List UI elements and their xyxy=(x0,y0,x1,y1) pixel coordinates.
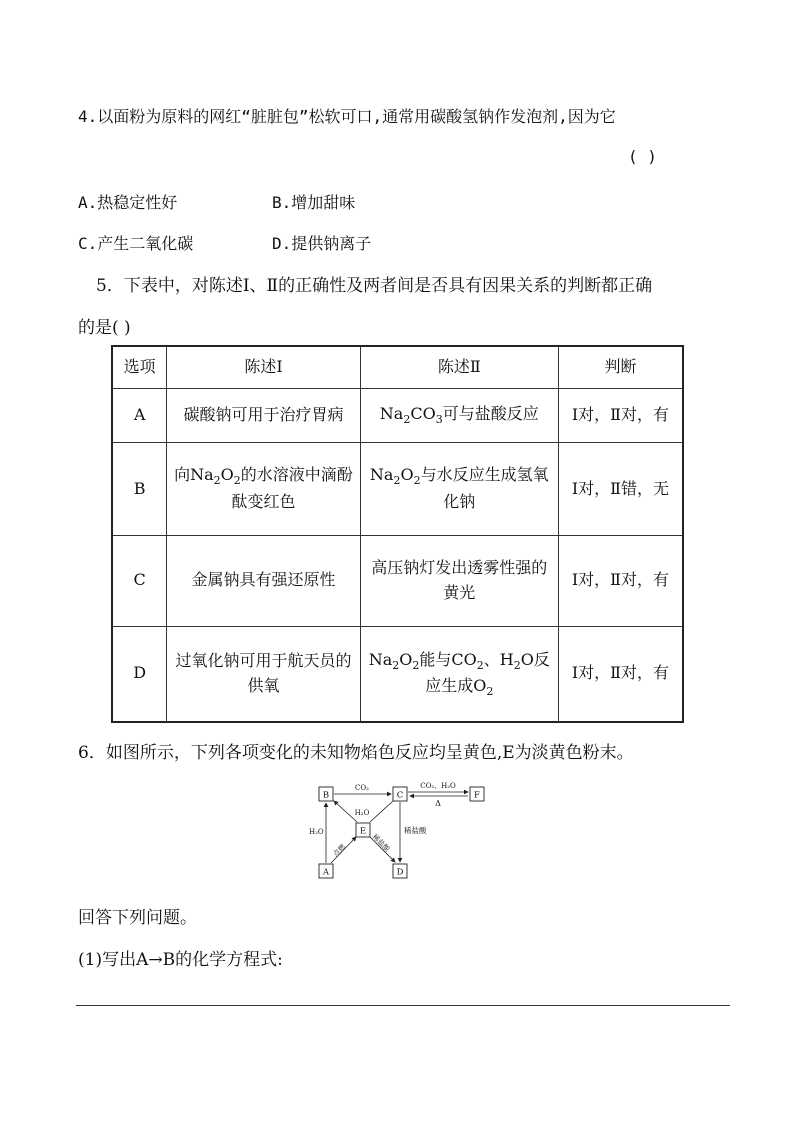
header-statement-1: 陈述Ⅰ xyxy=(167,346,360,388)
header-statement-2: 陈述Ⅱ xyxy=(360,346,558,388)
q4-answer-blank: ( ) xyxy=(628,147,657,166)
row-statement-1: 碳酸钠可用于治疗胃病 xyxy=(167,388,360,443)
q5-stem-line2: 的是( ) xyxy=(78,318,131,338)
row-statement-1: 向$Na_2O_2$的水溶液中滴酚酞变红色 xyxy=(167,443,360,536)
row-statement-2: $Na_2CO_3$可与盐酸反应 xyxy=(360,388,558,443)
label-c-to-d: 稀盐酸 xyxy=(404,826,427,835)
q6-reaction-diagram xyxy=(300,775,500,885)
row-option: A xyxy=(112,388,167,443)
q4-option-b: B.增加甜味 xyxy=(272,193,356,212)
q4-stem: 4.以面粉为原料的网红“脏脏包”松软可口,通常用碳酸氢钠作发泡剂,因为它 xyxy=(78,107,616,126)
node-c: C xyxy=(396,790,404,801)
q6-answer-prompt: 回答下列问题。 xyxy=(78,908,197,928)
table-row xyxy=(112,626,683,722)
node-a: A xyxy=(322,867,330,878)
row-option: D xyxy=(112,626,167,722)
q5-stem-line1: 5．下表中，对陈述Ⅰ、Ⅱ的正确性及两者间是否具有因果关系的判断都正确 xyxy=(96,276,653,296)
arrow-e-to-b xyxy=(334,801,357,822)
label-a-to-e: 点燃 xyxy=(331,842,348,859)
header-judgment: 判断 xyxy=(558,346,683,388)
node-e: E xyxy=(359,826,367,837)
row-option: B xyxy=(112,443,167,536)
row-option: C xyxy=(112,535,167,626)
row-judgment: Ⅰ对，Ⅱ对，有 xyxy=(558,626,683,722)
label-c-to-f: CO₂、H₂O xyxy=(420,782,456,790)
line-e-to-c xyxy=(370,801,393,822)
node-b: B xyxy=(322,790,330,801)
table-row xyxy=(112,443,683,536)
label-b-to-c: CO₂ xyxy=(355,784,369,792)
row-judgment: Ⅰ对，Ⅱ错，无 xyxy=(558,443,683,536)
node-f: F xyxy=(474,790,480,801)
label-e-to-d: 稀盐酸 xyxy=(370,832,392,854)
q4-option-d: D.提供钠离子 xyxy=(272,234,372,253)
row-judgment: Ⅰ对，Ⅱ对，有 xyxy=(558,535,683,626)
answer-line xyxy=(76,1005,730,1006)
q6-sub-question-1: (1)写出A→B的化学方程式: xyxy=(78,950,283,970)
label-a-to-b: H₂O xyxy=(309,828,324,836)
header-option: 选项 xyxy=(112,346,167,388)
q4-option-a: A.热稳定性好 xyxy=(78,193,178,212)
node-d: D xyxy=(396,867,404,878)
row-statement-1: 过氧化钠可用于航天员的供氧 xyxy=(167,626,360,722)
row-judgment: Ⅰ对，Ⅱ对，有 xyxy=(558,388,683,443)
row-statement-2: $Na_2O_2$能与$CO_2$、$H_2O$反应生成$O_2$ xyxy=(360,626,558,722)
table-row xyxy=(112,535,683,626)
label-f-to-c: Δ xyxy=(435,799,441,808)
table-row xyxy=(112,388,683,443)
label-e-to-b: H₂O xyxy=(354,809,370,817)
row-statement-2: 高压钠灯发出透雾性强的黄光 xyxy=(360,535,558,626)
q6-stem: 6．如图所示，下列各项变化的未知物焰色反应均呈黄色,E为淡黄色粉末。 xyxy=(78,743,634,763)
q4-option-c: C.产生二氧化碳 xyxy=(78,234,194,253)
q5-table xyxy=(111,345,684,723)
table-header-row xyxy=(112,346,683,388)
row-statement-1: 金属钠具有强还原性 xyxy=(167,535,360,626)
row-statement-2: $Na_2O_2$与水反应生成氢氧化钠 xyxy=(360,443,558,536)
